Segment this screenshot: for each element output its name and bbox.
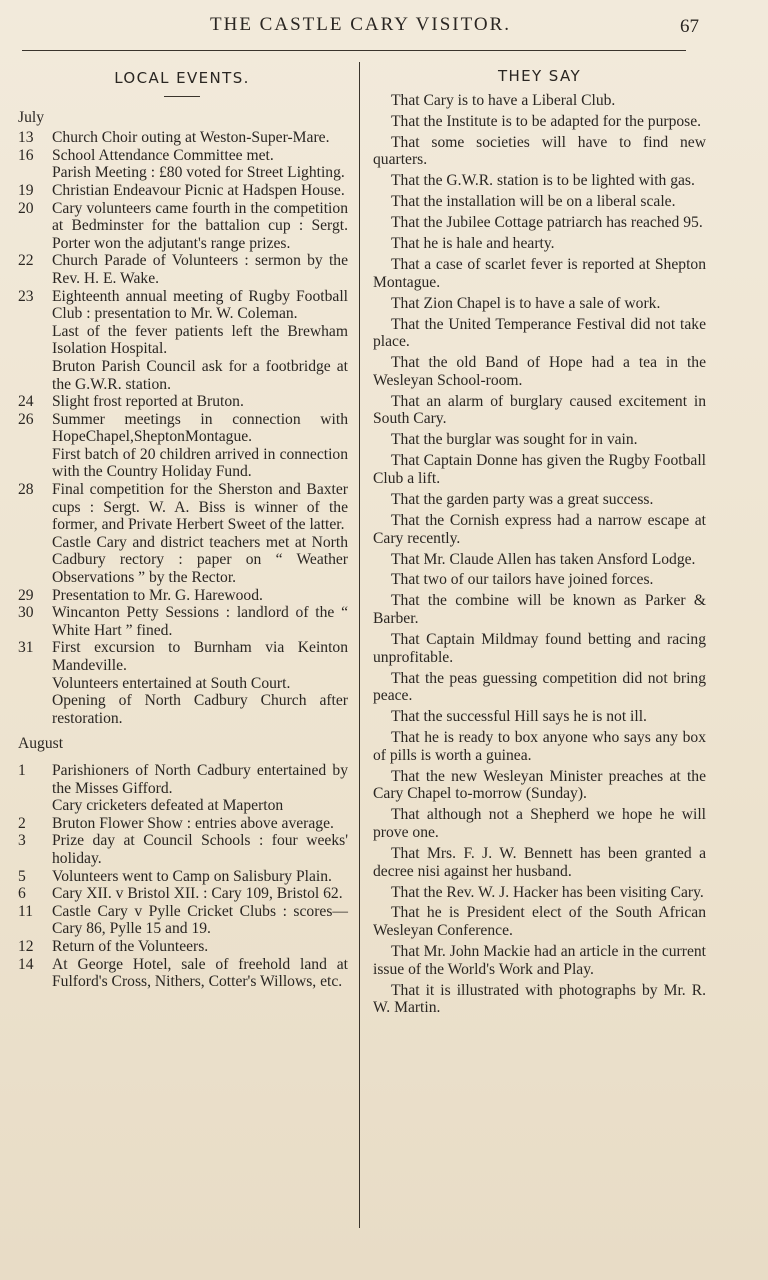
event-entry [16,639,348,727]
local-events-column [16,60,348,991]
event-text [52,147,348,182]
month-heading: July [18,108,44,126]
event-line: Parishioners of North Cadbury entertained by the Misses Gifford. [52,761,348,797]
event-text [52,604,348,639]
they-say-item: That Mr. John Mackie had an article in the current issue of the World's Work and Play. [373,943,706,978]
event-day: 13 [18,129,34,147]
event-line: Opening of North Cadbury Church after restoration. [52,692,348,727]
event-entry [16,868,348,886]
they-say-item: That the Institute is to be adapted for the purpose. [391,112,702,130]
event-entry [16,147,348,182]
they-say-item: That the old Band of Hope had a tea in the Wesleyan School-room. [373,354,706,389]
they-say-item: That the United Temperance Festival did not take place. [373,315,706,351]
event-entry [16,587,348,605]
event-text [52,832,348,867]
they-say-item: That the Jubilee Cottage patriarch has reached 95. [391,214,703,232]
page-header [0,12,768,40]
event-entry [16,411,348,481]
event-day: 29 [18,586,34,604]
they-say-heading: THEY SAY [497,67,582,85]
event-day: 26 [18,410,34,428]
event-line: Slight frost reported at Bruton. [52,393,244,411]
event-day: 23 [18,287,34,305]
event-line: Cary volunteers came fourth in the competition at Bedminster for the battalion cup : Sergt. Porter won the adjutant's range prizes. [52,199,348,252]
they-say-item: That the G.W.R. station is to be lighted with gas. [391,172,695,190]
event-entry [16,481,348,587]
event-line: Bruton Flower Show : entries above average. [52,814,334,832]
header-rule [22,50,686,51]
event-day: 20 [18,199,34,217]
event-line: Bruton Parish Council ask for a footbridge at the G.W.R. station. [52,357,348,393]
they-say-item: That a case of scarlet fever is reported at Shepton Montague. [373,256,706,291]
event-day: 24 [18,393,34,411]
they-say-item: That the Rev. W. J. Hacker has been visiting Cary. [391,883,704,901]
they-say-item: That an alarm of burglary caused excitement in South Cary. [373,392,706,428]
event-line: First excursion to Burnham via Keinton Mandeville. [52,639,348,674]
they-say-item: That the combine will be known as Parker & Barber. [373,592,706,628]
event-line: Church Parade of Volunteers : sermon by the Rev. H. E. Wake. [52,252,348,287]
event-line: Eighteenth annual meeting of Rugby Football Club : presentation to Mr. W. Coleman. [52,287,348,323]
event-entry [16,393,348,411]
they-say-item: That it is illustrated with photographs by Mr. R. W. Martin. [373,981,706,1017]
event-entry [16,288,348,394]
event-text [52,200,348,253]
month-heading: August [18,735,64,753]
they-say-item: That Captain Donne has given the Rugby Football Club a lift. [373,452,706,487]
event-text [52,252,348,287]
event-line: Church Choir outing at Weston-Super-Mare. [52,129,330,147]
event-day: 12 [18,937,34,955]
event-day: 1 [18,761,26,779]
publication-title: THE CASTLE CARY VISITOR. [210,14,512,35]
event-line: Christian Endeavour Picnic at Hadspen House. [52,181,345,199]
event-text [52,885,348,903]
event-day: 30 [18,604,34,622]
they-say-item: That although not a Shepherd we hope he will prove one. [373,806,706,841]
event-line: Parish Meeting : £80 voted for Street Lighting. [52,164,345,182]
event-day: 14 [18,955,34,973]
event-text [52,903,348,938]
event-entry [16,762,348,815]
they-say-item: That the burglar was sought for in vain. [391,431,638,449]
they-say-item: That the new Wesleyan Minister preaches at the Cary Chapel to-morrow (Sunday). [373,767,706,803]
event-line: Final competition for the Sherston and Baxter cups : Sergt. W. A. Biss is winner of the former, and Private Herbert Sweet of the latter. [52,481,348,534]
event-text [52,868,348,886]
they-say-item: That two of our tailors have joined forces. [391,571,654,589]
they-say-item: That Captain Mildmay found betting and racing unprofitable. [373,631,706,666]
event-day: 3 [18,832,26,850]
event-line: Volunteers went to Camp on Salisbury Plain. [52,867,332,885]
event-line: Wincanton Petty Sessions : landlord of the “ White Hart ” fined. [52,604,348,639]
they-say-item: That the Cornish express had a narrow escape at Cary recently. [373,511,706,547]
event-day: 2 [18,814,26,832]
event-text [52,587,348,605]
event-text [52,182,348,200]
event-day: 19 [18,181,34,199]
event-entry [16,182,348,200]
event-text [52,639,348,727]
event-text [52,288,348,394]
they-say-item: That he is ready to box anyone who says any box of pills is worth a guinea. [373,729,706,764]
they-say-item: That Cary is to have a Liberal Club. [391,91,616,109]
event-entry [16,832,348,867]
event-day: 11 [18,902,34,920]
they-say-item: That the peas guessing competition did not bring peace. [373,669,706,705]
event-text [52,393,348,411]
they-say-column [373,60,706,1020]
they-say-item: That some societies will have to find new quarters. [373,133,706,169]
they-say-item: That the installation will be on a liberal scale. [391,193,676,211]
event-entry [16,815,348,833]
they-say-item: That Mrs. F. J. W. Bennett has been granted a decree nisi against her husband. [373,844,706,880]
they-say-item: That the garden party was a great success. [391,490,654,508]
event-line: Cary cricketers defeated at Maperton [52,797,284,815]
they-say-item: That he is President elect of the South African Wesleyan Conference. [373,904,706,940]
event-entry [16,129,348,147]
event-line: Presentation to Mr. G. Harewood. [52,586,263,604]
event-line: Castle Cary v Pylle Cricket Clubs : scores—Cary 86, Pylle 15 and 19. [52,902,348,938]
event-day: 31 [18,639,34,657]
event-text [52,481,348,587]
heading-rule [164,96,200,97]
event-line: Summer meetings in connection with HopeChapel,SheptonMontague. [52,410,348,446]
event-day: 28 [18,481,34,499]
event-entry [16,938,348,956]
event-line: Return of the Volunteers. [52,937,209,955]
they-say-item: That the successful Hill says he is not ill. [391,708,647,726]
they-say-item: That he is hale and hearty. [391,235,555,253]
event-entry [16,200,348,253]
event-line: Castle Cary and district teachers met at North Cadbury rectory : paper on “ Weather Observations ” by the Rector. [52,533,348,587]
event-entry [16,903,348,938]
page-number: 67 [680,16,699,37]
event-day: 6 [18,885,26,903]
event-line: Volunteers entertained at South Court. [52,674,291,692]
event-day: 5 [18,867,26,885]
event-entry [16,956,348,991]
event-entry [16,604,348,639]
event-text [52,938,348,956]
event-text [52,956,348,991]
event-line: Last of the fever patients left the Brewham Isolation Hospital. [52,322,348,358]
event-entry [16,252,348,287]
event-line: Cary XII. v Bristol XII. : Cary 109, Bristol 62. [52,885,343,903]
they-say-item: That Zion Chapel is to have a sale of work. [391,294,661,312]
event-line: Prize day at Council Schools : four weeks' holiday. [52,832,348,867]
event-entry [16,885,348,903]
local-events-heading: LOCAL EVENTS. [114,69,250,87]
event-day: 16 [18,146,34,164]
event-line: School Attendance Committee met. [52,146,274,164]
events-list [16,109,348,991]
they-say-list [373,92,706,1017]
event-text [52,411,348,481]
column-divider [359,62,360,1228]
event-line: First batch of 20 children arrived in connection with the Country Holiday Fund. [52,445,348,481]
event-text [52,129,348,147]
they-say-item: That Mr. Claude Allen has taken Ansford Lodge. [391,550,696,568]
event-text [52,762,348,815]
event-text [52,815,348,833]
event-day: 22 [18,252,34,270]
event-line: At George Hotel, sale of freehold land at Fulford's Cross, Nithers, Cotter's Willows, etc. [52,955,348,991]
